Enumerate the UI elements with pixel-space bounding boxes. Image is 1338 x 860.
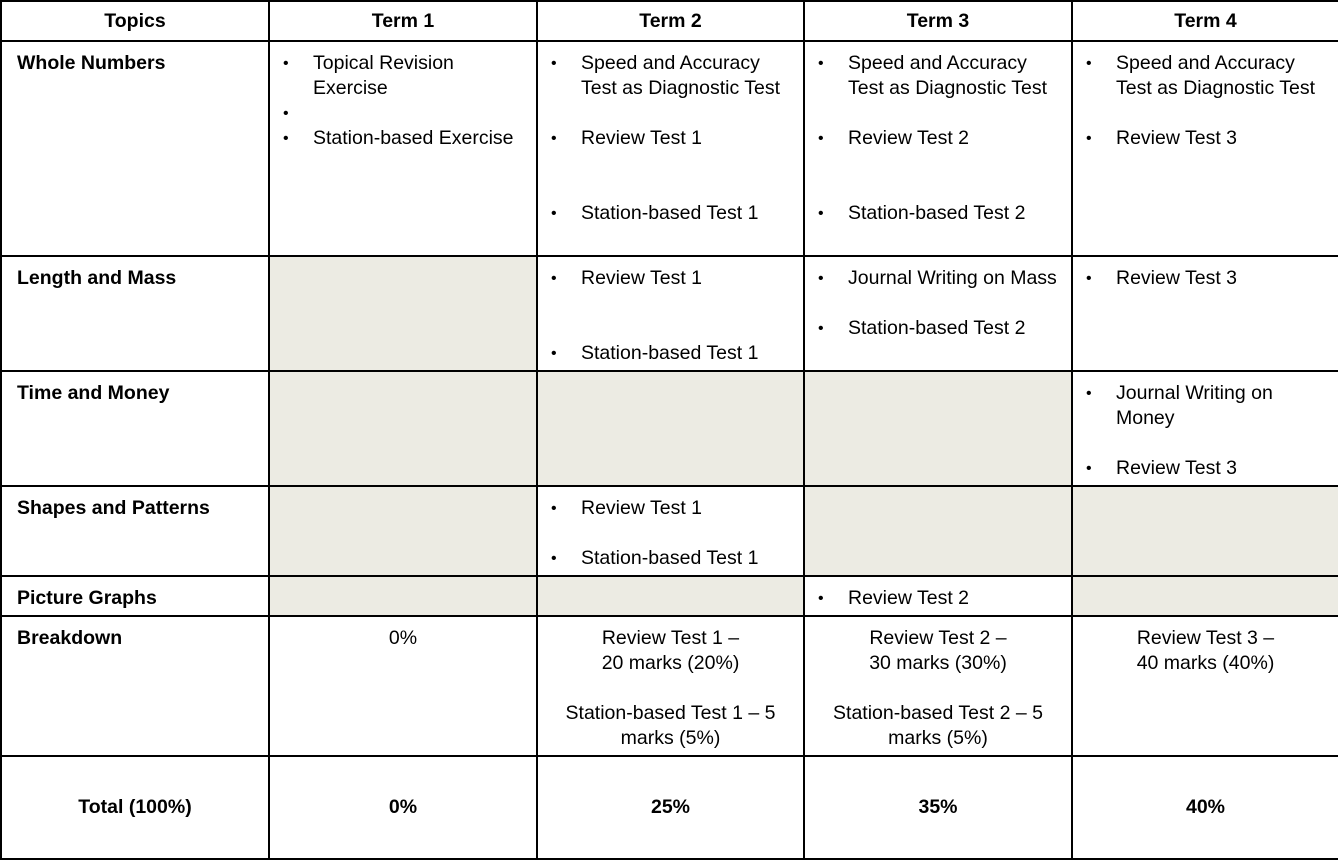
list-item: • Review Test 2 (813, 126, 1063, 151)
list-item: • Speed and Accuracy Test as Diagnostic Test (1081, 51, 1330, 101)
cell-whole-numbers-term4 (1072, 41, 1338, 256)
breakdown-line: Station-based Test 2 – 5 (833, 702, 1043, 724)
topic-shapes-patterns: Shapes and Patterns (1, 486, 269, 576)
list-item: • Station-based Test 1 (546, 201, 795, 226)
breakdown-line: 20 marks (20%) (601, 652, 740, 674)
list-item: • Station-based Test 2 (813, 316, 1063, 341)
topic-time-money: Time and Money (1, 371, 269, 486)
list-item: • Station-based Test 1 (546, 546, 795, 571)
breakdown-line: 30 marks (30%) (869, 652, 1007, 674)
list-item: • Journal Writing on Money (1081, 381, 1330, 431)
breakdown-line: Station-based Test 1 – 5 (565, 702, 776, 724)
cell-breakdown-term2 (537, 616, 804, 756)
breakdown-line: Review Test 3 – (1136, 627, 1275, 649)
cell-length-mass-term1-empty (269, 256, 537, 371)
list-item: • Review Test 2 (813, 586, 1063, 611)
list-item: • Station-based Test 2 (813, 201, 1063, 226)
topic-breakdown: Breakdown (1, 616, 269, 756)
cell-time-money-term4 (1072, 371, 1338, 486)
total-term3: 35% (804, 756, 1072, 859)
cell-shapes-patterns-term1-empty (269, 486, 537, 576)
table-row-shapes-patterns (1, 486, 1338, 576)
breakdown-line: 40 marks (40%) (1136, 652, 1275, 674)
cell-time-money-term2-empty (537, 371, 804, 486)
table-row-time-money (1, 371, 1338, 486)
table-row-picture-graphs (1, 576, 1338, 616)
table-row-length-mass (1, 256, 1338, 371)
list-item: • Speed and Accuracy Test as Diagnostic Test (813, 51, 1063, 101)
cell-picture-graphs-term2-empty (537, 576, 804, 616)
cell-picture-graphs-term3 (804, 576, 1072, 616)
cell-whole-numbers-term3 (804, 41, 1072, 256)
list-item: • Station-based Exercise (278, 126, 528, 151)
list-item: • Review Test 3 (1081, 456, 1330, 481)
list-item: • Review Test 3 (1081, 126, 1330, 151)
list-item: • Review Test 3 (1081, 266, 1330, 291)
header-term-1: Term 1 (269, 1, 537, 41)
cell-shapes-patterns-term2 (537, 486, 804, 576)
list-item: • Speed and Accuracy Test as Diagnostic Test (546, 51, 795, 101)
topic-whole-numbers: Whole Numbers (1, 41, 269, 256)
cell-length-mass-term2 (537, 256, 804, 371)
list-item: • Review Test 1 (546, 126, 795, 151)
breakdown-line: marks (5%) (620, 727, 721, 749)
cell-shapes-patterns-term3-empty (804, 486, 1072, 576)
cell-whole-numbers-term1 (269, 41, 537, 256)
cell-picture-graphs-term1-empty (269, 576, 537, 616)
total-term1: 0% (269, 756, 537, 859)
topic-total: Total (100%) (1, 756, 269, 859)
topic-picture-graphs: Picture Graphs (1, 576, 269, 616)
breakdown-line: marks (5%) (888, 727, 988, 749)
cell-breakdown-term4 (1072, 616, 1338, 756)
list-item: • Topical Revision Exercise (278, 51, 528, 101)
cell-breakdown-term1: 0% (269, 616, 537, 756)
table-row-total (1, 756, 1338, 859)
header-term-3: Term 3 (804, 1, 1072, 41)
cell-breakdown-term3 (804, 616, 1072, 756)
header-topics: Topics (1, 1, 269, 41)
breakdown-line: Review Test 1 – (601, 627, 740, 649)
header-term-2: Term 2 (537, 1, 804, 41)
table-row-breakdown (1, 616, 1338, 756)
header-term-4: Term 4 (1072, 1, 1338, 41)
list-item: • Review Test 1 (546, 496, 795, 521)
spacer (278, 101, 528, 126)
cell-time-money-term1-empty (269, 371, 537, 486)
cell-picture-graphs-term4-empty (1072, 576, 1338, 616)
table-row-whole-numbers (1, 41, 1338, 256)
header-row (1, 1, 1338, 41)
total-term4: 40% (1072, 756, 1338, 859)
list-item: • Journal Writing on Mass (813, 266, 1063, 291)
cell-length-mass-term4 (1072, 256, 1338, 371)
topic-length-mass: Length and Mass (1, 256, 269, 371)
cell-shapes-patterns-term4-empty (1072, 486, 1338, 576)
list-item: • Station-based Test 1 (546, 341, 795, 366)
list-item: • Review Test 1 (546, 266, 795, 291)
total-term2: 25% (537, 756, 804, 859)
breakdown-line: Review Test 2 – (869, 627, 1007, 649)
cell-whole-numbers-term2 (537, 41, 804, 256)
cell-length-mass-term3 (804, 256, 1072, 371)
cell-time-money-term3-empty (804, 371, 1072, 486)
